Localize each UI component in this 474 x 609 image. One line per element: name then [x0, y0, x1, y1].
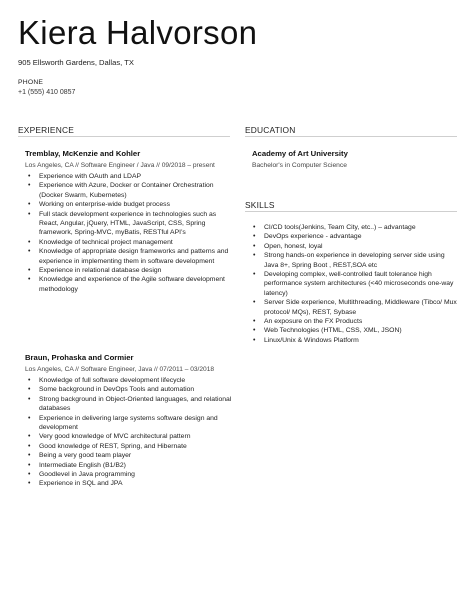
list-item: • Intermediate English (B1/B2) — [25, 461, 235, 470]
job-bullets — [25, 376, 235, 489]
list-item: • Being a very good team player — [25, 451, 235, 460]
list-item: • Knowledge of full software development lifecycle — [25, 376, 235, 385]
list-item: • Open, honest, loyal — [250, 242, 460, 251]
list-item: • Strong hands-on experience in developing server side using Java 8+, Spring Boot , REST,SOA etc — [250, 251, 460, 270]
education-divider — [245, 136, 457, 137]
list-item: • Knowledge and experience of the Agile software development methodology — [25, 275, 235, 294]
list-item: • An exposure on the FX Products — [250, 317, 460, 326]
job-meta: Los Angeles, CA // Software Engineer, Java // 07/2011 – 03/2018 — [25, 366, 215, 373]
education-school: Academy of Art University — [252, 149, 348, 158]
list-item: • DevOps experience - advantage — [250, 232, 460, 241]
job-company: Braun, Prohaska and Cormier — [25, 353, 134, 362]
list-item: • Strong background in Object-Oriented languages, and relational databases — [25, 395, 235, 414]
education-heading: EDUCATION — [245, 125, 296, 135]
list-item: • Experience with Azure, Docker or Container Orchestration (Docker Swarm, Kubernetes) — [25, 181, 235, 200]
education-degree: Bachelor's in Computer Science — [252, 162, 347, 169]
list-item: • Knowledge of appropriate design frameworks and patterns and experience in implementing them in software development — [25, 247, 235, 266]
skills-list — [250, 223, 460, 345]
job-company: Tremblay, McKenzie and Kohler — [25, 149, 141, 158]
list-item: • Knowledge of technical project management — [25, 238, 235, 247]
education-entry — [252, 149, 462, 169]
list-item: • Experience in relational database design — [25, 266, 235, 275]
list-item: • Linux/Unix & Windows Platform — [250, 336, 460, 345]
candidate-name: Kiera Halvorson — [18, 14, 258, 51]
list-item: • Good knowledge of REST, Spring, and Hibernate — [25, 442, 235, 451]
phone-label: PHONE — [18, 79, 44, 86]
job-meta: Los Angeles, CA // Software Engineer / Java // 09/2018 – present — [25, 162, 215, 169]
experience-heading: EXPERIENCE — [18, 125, 74, 135]
list-item: • Some background in DevOps Tools and automation — [25, 385, 235, 394]
skills-divider — [245, 211, 457, 212]
list-item: • Goodlevel in Java programming — [25, 470, 235, 479]
experience-divider — [18, 136, 230, 137]
phone-number: +1 (555) 410 0857 — [18, 89, 76, 96]
list-item: • Experience in SQL and JPA — [25, 479, 235, 488]
list-item: • Server Side experience, Multithreading, Middleware (Tibco/ Mux protocol/ MQs), REST, Sybase — [250, 298, 460, 317]
skills-heading: SKILLS — [245, 200, 275, 210]
job-entry — [25, 149, 235, 294]
list-item: • Very good knowledge of MVC architectural pattern — [25, 432, 235, 441]
job-bullets — [25, 172, 235, 294]
address: 905 Ellsworth Gardens, Dallas, TX — [18, 58, 134, 67]
list-item: • CI/CD tools(Jenkins, Team City, etc..) – advantage — [250, 223, 460, 232]
list-item: • Experience in delivering large systems software design and development — [25, 414, 235, 433]
job-entry — [25, 353, 235, 489]
list-item: • Web Technologies (HTML, CSS, XML, JSON) — [250, 326, 460, 335]
list-item: • Experience with OAuth and LDAP — [25, 172, 235, 181]
list-item: • Full stack development experience in technologies such as React, Angular, jQuery, HTML, JavaScript, CSS, Spring framework, Spring-MVC, myBatis, RESTful API’s — [25, 210, 235, 238]
list-item: • Working on enterprise-wide budget process — [25, 200, 235, 209]
list-item: • Developing complex, well-controlled fault tolerance high performance system architectures (<40 microseconds one-way latency) — [250, 270, 460, 298]
